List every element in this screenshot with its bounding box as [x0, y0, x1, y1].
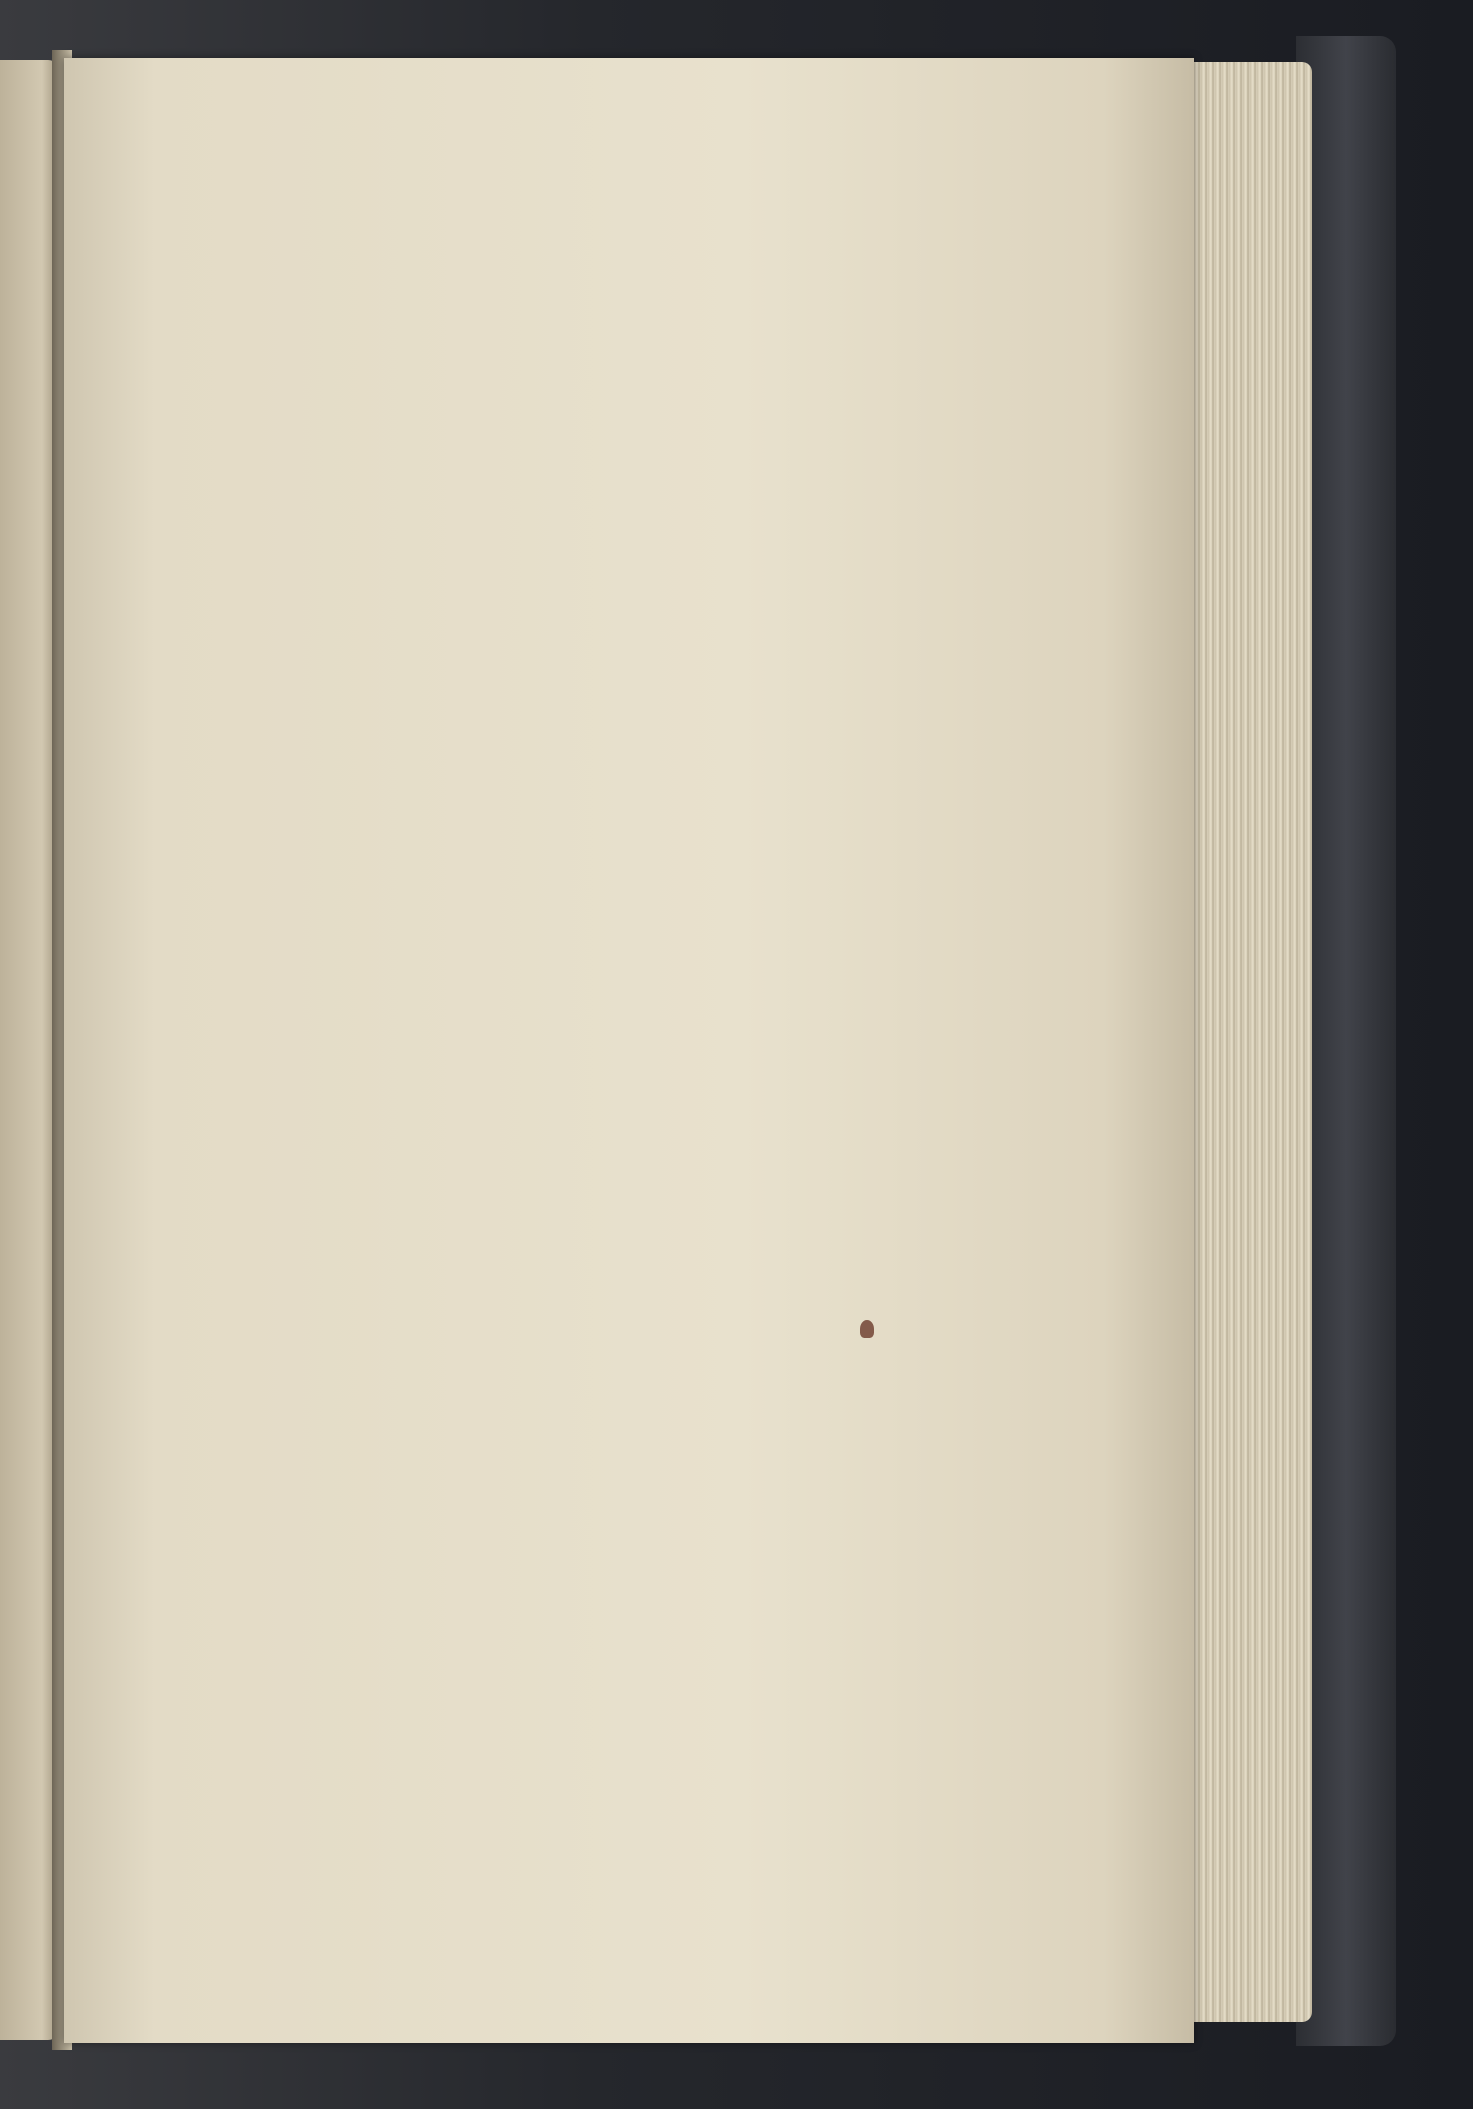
- page-header: [108, 90, 1088, 180]
- hymn-401-heading: [108, 284, 1088, 420]
- melody-line: [108, 218, 1088, 278]
- text-line: [398, 352, 1088, 420]
- page-footer: [108, 420, 1088, 488]
- drop-cap-lines: [398, 284, 1088, 420]
- text-line: [398, 284, 1088, 352]
- page-content: [108, 90, 1088, 488]
- left-page-edge: [0, 60, 60, 2040]
- ink-blot: [860, 1320, 874, 1338]
- page-stack-edges: [1194, 62, 1312, 2022]
